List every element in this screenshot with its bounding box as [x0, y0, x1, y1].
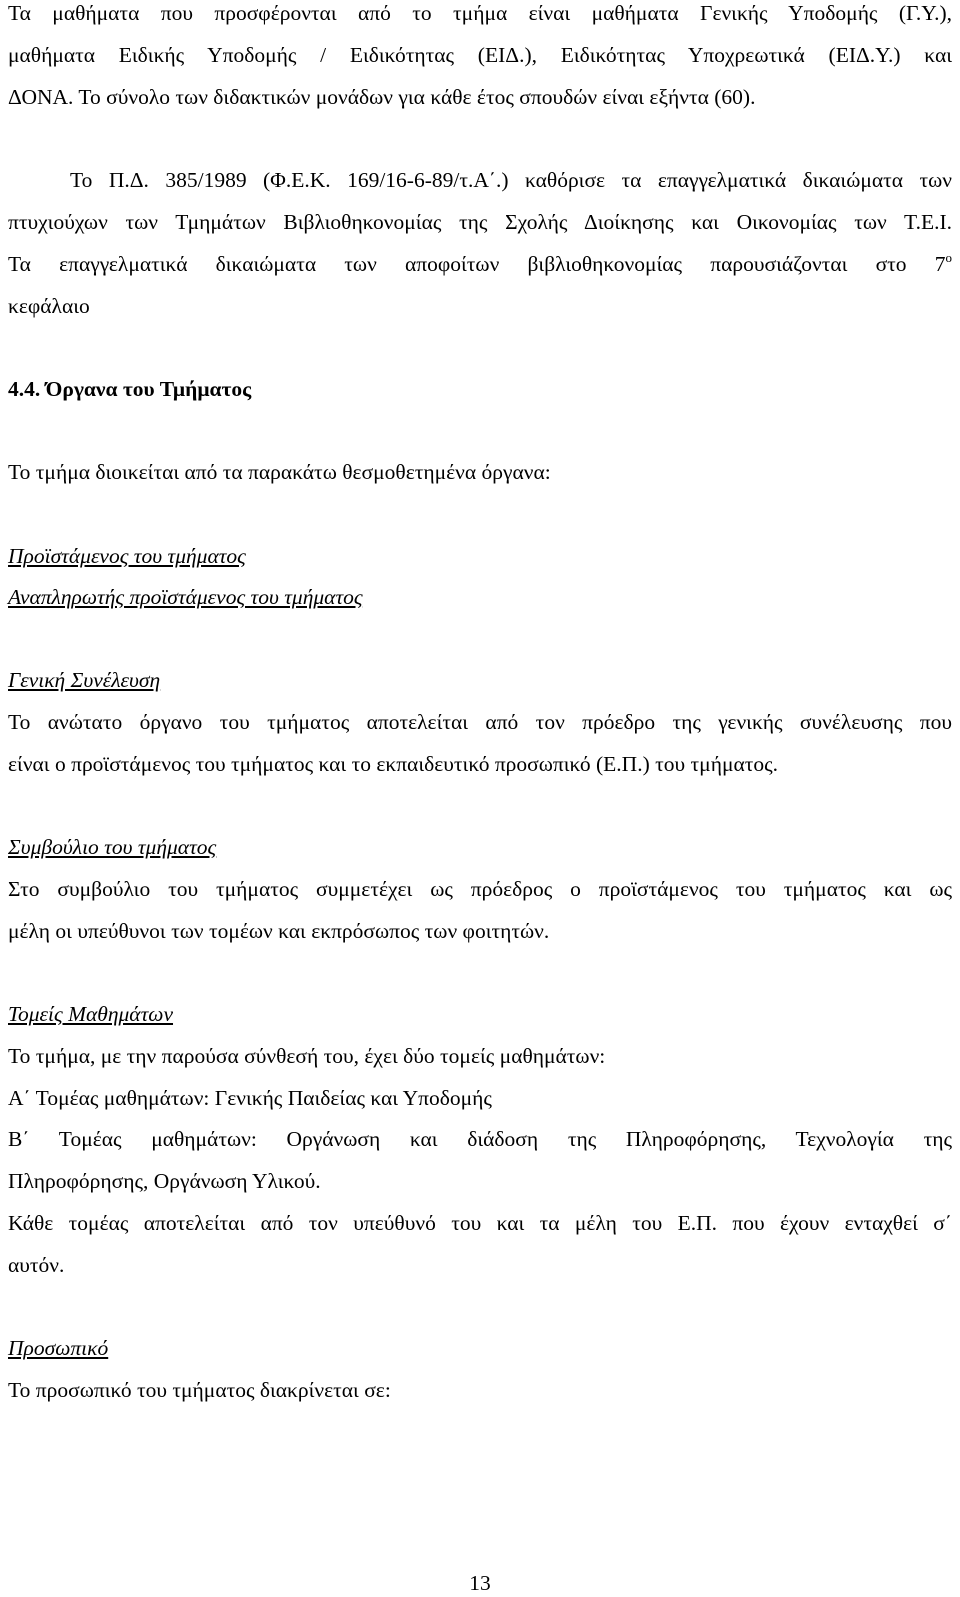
paragraph-line: Πληροφόρησης, Οργάνωση Υλικού. [8, 1169, 321, 1193]
paragraph-line: μαθήματα Ειδικής Υποδομής / Ειδικότητας (ΕΙΔ.), Ειδικότητας Υποχρεωτικά (ΕΙΔ.Υ.) και [8, 43, 952, 67]
page-number: 13 [469, 1571, 491, 1595]
paragraph-line: Τα επαγγελματικά δικαιώματα των αποφοίτων βιβλιοθηκονομίας παρουσιάζονται στο $7^o$ [8, 250, 952, 276]
paragraph-line: μέλη οι υπεύθυνοι των τομέων και εκπρόσωπος των φοιτητών. [8, 919, 550, 943]
paragraph-line: ΔΟΝΑ. Το σύνολο των διδακτικών μονάδων για κάθε έτος σπουδών είναι εξήντα (60). [8, 85, 756, 109]
organ-title: Γενική Συνέλευση [8, 668, 161, 692]
paragraph-line: πτυχιούχων των Τμημάτων Βιβλιοθηκονομίας της Σχολής Διοίκησης και Οικονομίας των Τ.Ε.Ι. [8, 210, 952, 234]
paragraph-line: Το τμήμα, με την παρούσα σύνθεσή του, έχει δύο τομείς μαθημάτων: [8, 1044, 606, 1068]
paragraph-line: κεφάλαιο [8, 294, 90, 318]
paragraph-line: είναι ο προϊστάμενος του τμήματος και το εκπαιδευτικό προσωπικό (Ε.Π.) του τμήματος. [8, 752, 779, 776]
paragraph-line: Το ανώτατο όργανο του τμήματος αποτελείται από τον πρόεδρο της γενικής συνέλευσης που [8, 710, 952, 734]
paragraph-line: Β΄ Τομέας μαθημάτων: Οργάνωση και διάδοση της Πληροφόρησης, Τεχνολογία της [8, 1127, 952, 1151]
organ-title: Αναπληρωτής προϊστάμενος του τμήματος [8, 585, 363, 609]
paragraph-line: Στο συμβούλιο του τμήματος συμμετέχει ως πρόεδρος ο προϊστάμενος του τμήματος και ως [8, 877, 952, 901]
paragraph-line: Το τμήμα διοικείται από τα παρακάτω θεσμοθετημένα όργανα: [8, 460, 551, 484]
superscript: ο [945, 250, 952, 265]
paragraph-line: Α΄ Τομέας μαθημάτων: Γενικής Παιδείας και Υποδομής [8, 1086, 492, 1110]
paragraph-line: αυτόν. [8, 1253, 65, 1277]
paragraph-line: Το Π.Δ. 385/1989 (Φ.Ε.Κ. 169/16-6-89/τ.Α΄.) καθόρισε τα επαγγελματικά δικαιώματα των [70, 168, 952, 192]
organ-title: Τομείς Μαθημάτων [8, 1002, 174, 1026]
organ-title: Προϊστάμενος του τμήματος [8, 544, 246, 568]
section-heading: 4.4. Όργανα του Τμήματος [8, 377, 252, 401]
organ-title: Προσωπικό [8, 1336, 109, 1360]
paragraph-line: Τα μαθήματα που προσφέρονται από το τμήμα είναι μαθήματα Γενικής Υποδομής (Γ.Υ.), [8, 1, 952, 25]
paragraph-line: Το προσωπικό του τμήματος διακρίνεται σε: [8, 1378, 391, 1402]
paragraph-line: Κάθε τομέας αποτελείται από τον υπεύθυνό του και τα μέλη του Ε.Π. που έχουν ενταχθεί σ΄ [8, 1211, 952, 1235]
organ-title: Συμβούλιο του τμήματος [8, 835, 217, 859]
